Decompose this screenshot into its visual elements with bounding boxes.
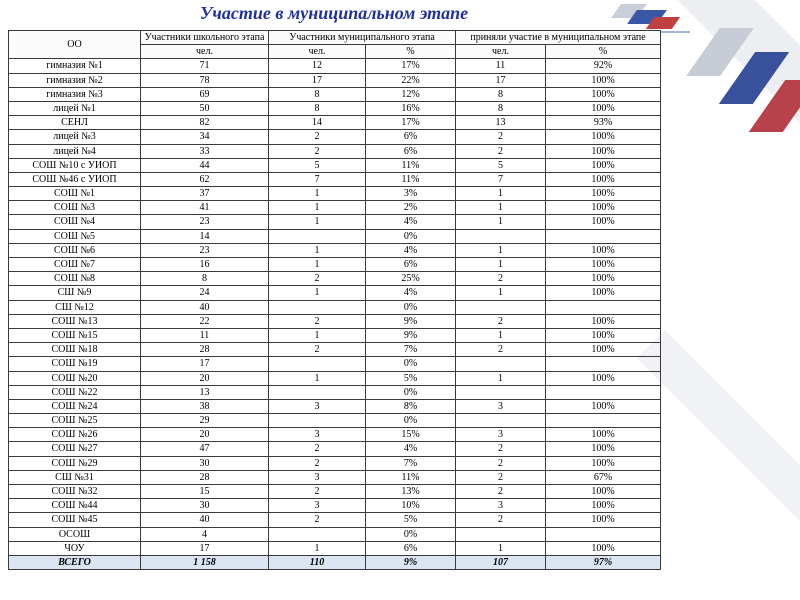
page-title: Участие в муниципальном этапе xyxy=(199,3,469,23)
header-school-stage: Участники школьного этапа xyxy=(141,31,269,45)
cell-value xyxy=(546,527,661,541)
cell-value: 41 xyxy=(141,201,269,215)
subheader-school-people: чел. xyxy=(141,45,269,59)
table-row xyxy=(9,130,661,144)
cell-value: 4 xyxy=(141,527,269,541)
table-row xyxy=(9,470,661,484)
cell-value: 0% xyxy=(366,385,456,399)
cell-value: 11% xyxy=(366,172,456,186)
cell-value: 40 xyxy=(141,300,269,314)
cell-school-name: СОШ №10 с УИОП xyxy=(9,158,141,172)
cell-value: 1 xyxy=(269,286,366,300)
cell-school-name: СОШ №4 xyxy=(9,215,141,229)
cell-value: 6% xyxy=(366,144,456,158)
cell-value: 10% xyxy=(366,499,456,513)
cell-value: 2 xyxy=(456,456,546,470)
table-row xyxy=(9,314,661,328)
cell-value: 8 xyxy=(456,101,546,115)
cell-value: 107 xyxy=(456,555,546,569)
cell-value: 13 xyxy=(456,116,546,130)
table-row xyxy=(9,101,661,115)
cell-value: 23 xyxy=(141,215,269,229)
cell-value: 40 xyxy=(141,513,269,527)
cell-value: 2 xyxy=(269,513,366,527)
cell-value xyxy=(269,229,366,243)
subheader-municipal-percent: % xyxy=(366,45,456,59)
header-municipal-stage: Участники муниципального этапа xyxy=(269,31,456,45)
cell-value xyxy=(269,527,366,541)
table-row xyxy=(9,243,661,257)
table-row xyxy=(9,286,661,300)
cell-value: 100% xyxy=(546,343,661,357)
cell-value: 1 xyxy=(269,541,366,555)
cell-value: 0% xyxy=(366,414,456,428)
cell-value: 2 xyxy=(269,144,366,158)
cell-value: 100% xyxy=(546,172,661,186)
cell-value: 4% xyxy=(366,243,456,257)
cell-school-name: лицей №1 xyxy=(9,101,141,115)
cell-value: 8 xyxy=(269,87,366,101)
cell-value: 38 xyxy=(141,399,269,413)
cell-school-name: СОШ №32 xyxy=(9,485,141,499)
cell-value xyxy=(269,414,366,428)
cell-value: 2 xyxy=(456,343,546,357)
cell-value: 1 xyxy=(269,201,366,215)
cell-value: 3 xyxy=(456,428,546,442)
table-row xyxy=(9,300,661,314)
cell-value: 17 xyxy=(141,541,269,555)
cell-value: 9% xyxy=(366,314,456,328)
cell-value: 44 xyxy=(141,158,269,172)
cell-value: 2 xyxy=(456,144,546,158)
cell-value xyxy=(269,385,366,399)
cell-value: 1 xyxy=(269,328,366,342)
cell-value: 12 xyxy=(269,59,366,73)
cell-value: 78 xyxy=(141,73,269,87)
cell-school-name: гимназия №2 xyxy=(9,73,141,87)
cell-value: 2 xyxy=(269,343,366,357)
cell-value: 2 xyxy=(456,470,546,484)
subheader-municipal-people: чел. xyxy=(269,45,366,59)
cell-value: 28 xyxy=(141,470,269,484)
cell-school-name: СОШ №46 с УИОП xyxy=(9,172,141,186)
table-row xyxy=(9,187,661,201)
cell-school-name: СШ №9 xyxy=(9,286,141,300)
cell-value: 100% xyxy=(546,541,661,555)
table-row xyxy=(9,414,661,428)
cell-value: 100% xyxy=(546,144,661,158)
cell-value: 22% xyxy=(366,73,456,87)
cell-value: 4% xyxy=(366,215,456,229)
cell-value: 11% xyxy=(366,470,456,484)
cell-school-name: ОСОШ xyxy=(9,527,141,541)
cell-value: 8 xyxy=(141,272,269,286)
cell-value: 17 xyxy=(456,73,546,87)
cell-value: 100% xyxy=(546,101,661,115)
cell-school-name: гимназия №3 xyxy=(9,87,141,101)
cell-value: 9% xyxy=(366,328,456,342)
cell-value: 11 xyxy=(141,328,269,342)
cell-value: 2 xyxy=(456,485,546,499)
cell-school-name: СОШ №1 xyxy=(9,187,141,201)
cell-value: 2 xyxy=(269,442,366,456)
cell-value: 30 xyxy=(141,499,269,513)
cell-value: 100% xyxy=(546,328,661,342)
cell-value: 0% xyxy=(366,357,456,371)
cell-value: 5% xyxy=(366,371,456,385)
cell-value: 17% xyxy=(366,59,456,73)
cell-school-name: СОШ №22 xyxy=(9,385,141,399)
cell-value: 67% xyxy=(546,470,661,484)
cell-school-name: СОШ №8 xyxy=(9,272,141,286)
cell-value: 0% xyxy=(366,300,456,314)
cell-value: 12% xyxy=(366,87,456,101)
cell-value: 1 xyxy=(456,201,546,215)
cell-value: 8% xyxy=(366,399,456,413)
cell-value: 100% xyxy=(546,243,661,257)
cell-value: 9% xyxy=(366,555,456,569)
total-row xyxy=(9,555,661,569)
cell-school-name: СОШ №19 xyxy=(9,357,141,371)
cell-value: 5 xyxy=(269,158,366,172)
table-row xyxy=(9,87,661,101)
table-row xyxy=(9,272,661,286)
cell-value: 92% xyxy=(546,59,661,73)
cell-value: 24 xyxy=(141,286,269,300)
cell-value: 8 xyxy=(269,101,366,115)
cell-school-name: ВСЕГО xyxy=(9,555,141,569)
cell-value: 2 xyxy=(269,130,366,144)
chevron-red-icon xyxy=(749,80,800,132)
cell-value: 37 xyxy=(141,187,269,201)
cell-value: 1 xyxy=(456,541,546,555)
cell-value: 1 xyxy=(456,243,546,257)
cell-value: 17 xyxy=(141,357,269,371)
cell-school-name: лицей №4 xyxy=(9,144,141,158)
table-row xyxy=(9,172,661,186)
table-row xyxy=(9,442,661,456)
cell-value: 3 xyxy=(269,399,366,413)
cell-value: 5% xyxy=(366,513,456,527)
header-row-groups xyxy=(9,31,661,45)
cell-school-name: СОШ №27 xyxy=(9,442,141,456)
cell-value: 1 xyxy=(456,215,546,229)
cell-value: 20 xyxy=(141,428,269,442)
cell-value: 8 xyxy=(456,87,546,101)
cell-value: 4% xyxy=(366,286,456,300)
cell-value: 14 xyxy=(269,116,366,130)
cell-value: 100% xyxy=(546,314,661,328)
cell-school-name: гимназия №1 xyxy=(9,59,141,73)
cell-value: 50 xyxy=(141,101,269,115)
cell-value: 1 158 xyxy=(141,555,269,569)
cell-value: 20 xyxy=(141,371,269,385)
table-row xyxy=(9,215,661,229)
cell-school-name: СОШ №26 xyxy=(9,428,141,442)
cell-value: 15 xyxy=(141,485,269,499)
cell-value: 3 xyxy=(456,499,546,513)
cell-value xyxy=(456,414,546,428)
cell-value: 2 xyxy=(456,314,546,328)
cell-value: 100% xyxy=(546,272,661,286)
cell-value: 3 xyxy=(269,428,366,442)
table-row xyxy=(9,527,661,541)
table-row xyxy=(9,229,661,243)
cell-value: 1 xyxy=(456,187,546,201)
decorative-stripes xyxy=(655,0,800,600)
table-row xyxy=(9,258,661,272)
header-took-part: приняли участие в муниципальном этапе xyxy=(456,31,661,45)
cell-value: 3 xyxy=(269,499,366,513)
cell-value: 30 xyxy=(141,456,269,470)
table-row xyxy=(9,357,661,371)
cell-value: 7 xyxy=(269,172,366,186)
cell-value: 100% xyxy=(546,428,661,442)
cell-school-name: СОШ №20 xyxy=(9,371,141,385)
cell-value: 29 xyxy=(141,414,269,428)
cell-value: 7% xyxy=(366,343,456,357)
cell-value: 100% xyxy=(546,371,661,385)
cell-value: 97% xyxy=(546,555,661,569)
cell-value: 1 xyxy=(269,243,366,257)
table-row xyxy=(9,201,661,215)
participation-table xyxy=(8,30,661,570)
cell-value: 100% xyxy=(546,158,661,172)
subheader-took-people: чел. xyxy=(456,45,546,59)
cell-value xyxy=(269,357,366,371)
cell-value: 1 xyxy=(456,286,546,300)
table-row xyxy=(9,385,661,399)
cell-school-name: СОШ №15 xyxy=(9,328,141,342)
cell-value: 15% xyxy=(366,428,456,442)
cell-school-name: СОШ №44 xyxy=(9,499,141,513)
cell-value: 2 xyxy=(269,485,366,499)
cell-value: 69 xyxy=(141,87,269,101)
cell-value: 47 xyxy=(141,442,269,456)
cell-value: 100% xyxy=(546,513,661,527)
table-row xyxy=(9,59,661,73)
cell-value: 82 xyxy=(141,116,269,130)
cell-value: 4% xyxy=(366,442,456,456)
table-row xyxy=(9,456,661,470)
cell-value: 17% xyxy=(366,116,456,130)
cell-value: 25% xyxy=(366,272,456,286)
cell-school-name: СЕНЛ xyxy=(9,116,141,130)
table-row xyxy=(9,116,661,130)
cell-value: 1 xyxy=(269,187,366,201)
table-row xyxy=(9,399,661,413)
cell-value: 2 xyxy=(269,314,366,328)
cell-value: 1 xyxy=(456,258,546,272)
cell-value: 3 xyxy=(456,399,546,413)
cell-school-name: СОШ №25 xyxy=(9,414,141,428)
cell-school-name: СШ №31 xyxy=(9,470,141,484)
cell-value: 5 xyxy=(456,158,546,172)
cell-value xyxy=(269,300,366,314)
cell-school-name: СОШ №45 xyxy=(9,513,141,527)
cell-value: 2% xyxy=(366,201,456,215)
cell-value: 100% xyxy=(546,442,661,456)
cell-value: 100% xyxy=(546,399,661,413)
cell-value: 6% xyxy=(366,130,456,144)
cell-value: 2 xyxy=(456,513,546,527)
cell-value: 100% xyxy=(546,201,661,215)
table-row xyxy=(9,328,661,342)
cell-school-name: СОШ №5 xyxy=(9,229,141,243)
table-row xyxy=(9,513,661,527)
table-body xyxy=(9,59,661,570)
cell-value: 100% xyxy=(546,73,661,87)
cell-value xyxy=(546,300,661,314)
cell-value: 100% xyxy=(546,187,661,201)
table-row xyxy=(9,485,661,499)
cell-value: 100% xyxy=(546,215,661,229)
cell-value: 100% xyxy=(546,286,661,300)
cell-value: 71 xyxy=(141,59,269,73)
cell-value: 110 xyxy=(269,555,366,569)
cell-value: 1 xyxy=(456,371,546,385)
table-row xyxy=(9,499,661,513)
cell-value xyxy=(456,300,546,314)
cell-value xyxy=(546,229,661,243)
cell-value: 7% xyxy=(366,456,456,470)
table-row xyxy=(9,541,661,555)
cell-value xyxy=(456,229,546,243)
cell-value: 33 xyxy=(141,144,269,158)
cell-value xyxy=(456,527,546,541)
table-row xyxy=(9,144,661,158)
cell-value xyxy=(546,357,661,371)
header-oo: ОО xyxy=(9,31,141,59)
table-row xyxy=(9,343,661,357)
cell-value: 2 xyxy=(269,272,366,286)
cell-value: 1 xyxy=(269,258,366,272)
cell-value: 1 xyxy=(269,215,366,229)
cell-value: 3% xyxy=(366,187,456,201)
cell-value: 2 xyxy=(456,130,546,144)
cell-school-name: СОШ №18 xyxy=(9,343,141,357)
cell-value: 100% xyxy=(546,485,661,499)
table-row xyxy=(9,73,661,87)
cell-school-name: СОШ №3 xyxy=(9,201,141,215)
cell-school-name: ЧОУ xyxy=(9,541,141,555)
cell-value: 100% xyxy=(546,87,661,101)
cell-value: 2 xyxy=(269,456,366,470)
cell-school-name: СОШ №24 xyxy=(9,399,141,413)
table-row xyxy=(9,371,661,385)
cell-school-name: лицей №3 xyxy=(9,130,141,144)
cell-value: 14 xyxy=(141,229,269,243)
diagonal-band-lower-icon xyxy=(637,330,800,599)
cell-value: 13% xyxy=(366,485,456,499)
cell-value: 100% xyxy=(546,456,661,470)
chevron-blue-icon xyxy=(719,52,789,104)
cell-value xyxy=(456,357,546,371)
cell-school-name: СОШ №6 xyxy=(9,243,141,257)
cell-school-name: СШ №12 xyxy=(9,300,141,314)
cell-value: 28 xyxy=(141,343,269,357)
cell-value: 6% xyxy=(366,541,456,555)
diagonal-band-icon xyxy=(656,0,800,262)
cell-school-name: СОШ №7 xyxy=(9,258,141,272)
cell-value: 62 xyxy=(141,172,269,186)
cell-value xyxy=(456,385,546,399)
table-row xyxy=(9,428,661,442)
cell-value: 0% xyxy=(366,229,456,243)
cell-value: 2 xyxy=(456,272,546,286)
cell-value: 16 xyxy=(141,258,269,272)
subheader-took-percent: % xyxy=(546,45,661,59)
cell-value: 6% xyxy=(366,258,456,272)
cell-value: 13 xyxy=(141,385,269,399)
cell-school-name: СОШ №29 xyxy=(9,456,141,470)
cell-value: 11% xyxy=(366,158,456,172)
cell-value: 23 xyxy=(141,243,269,257)
cell-value: 16% xyxy=(366,101,456,115)
cell-value: 100% xyxy=(546,499,661,513)
table-header xyxy=(9,31,661,59)
cell-value: 34 xyxy=(141,130,269,144)
cell-value: 1 xyxy=(456,328,546,342)
cell-value: 7 xyxy=(456,172,546,186)
cell-value: 11 xyxy=(456,59,546,73)
table-row xyxy=(9,158,661,172)
cell-value xyxy=(546,385,661,399)
cell-value: 100% xyxy=(546,258,661,272)
cell-value: 0% xyxy=(366,527,456,541)
cell-value: 93% xyxy=(546,116,661,130)
cell-school-name: СОШ №13 xyxy=(9,314,141,328)
cell-value: 3 xyxy=(269,470,366,484)
cell-value xyxy=(546,414,661,428)
cell-value: 100% xyxy=(546,130,661,144)
chevron-gray-icon xyxy=(686,28,754,76)
cell-value: 1 xyxy=(269,371,366,385)
cell-value: 22 xyxy=(141,314,269,328)
cell-value: 2 xyxy=(456,442,546,456)
cell-value: 17 xyxy=(269,73,366,87)
